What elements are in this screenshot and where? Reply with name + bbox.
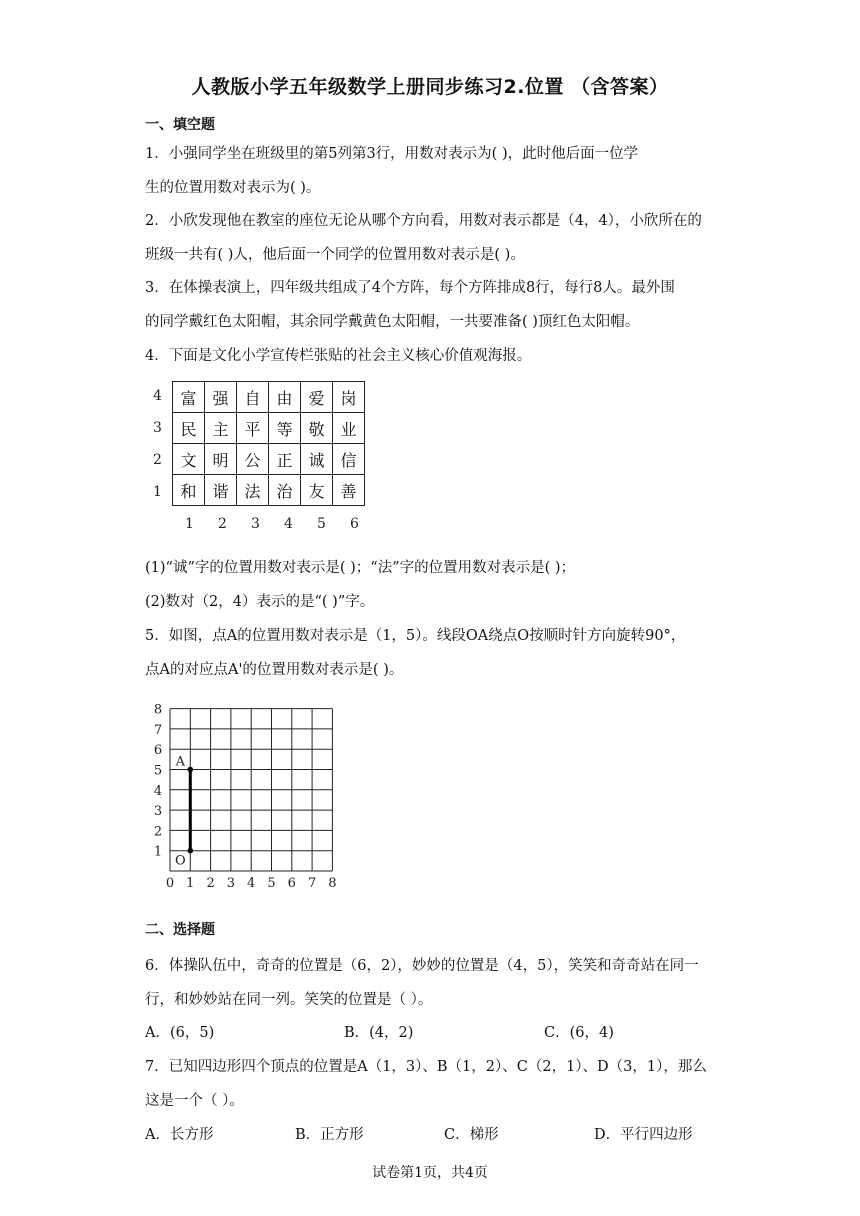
poster-cell: 自 xyxy=(237,382,269,413)
y-tick-label: 1 xyxy=(153,844,163,860)
question-6-option-a[interactable]: A．(6，5) xyxy=(145,1025,215,1041)
poster-row-label: 2 xyxy=(153,452,162,468)
question-2-line-2: 班级一共有( )人，他后面一个同学的位置用数对表示是( )。 xyxy=(145,247,525,263)
poster-cell: 由 xyxy=(269,382,301,413)
point-a xyxy=(188,767,194,773)
x-tick-label: 7 xyxy=(307,876,317,891)
poster-cell: 善 xyxy=(333,475,365,506)
poster-col-label: 4 xyxy=(284,516,293,532)
question-7-option-c[interactable]: C．梯形 xyxy=(444,1127,499,1143)
x-tick-label: 8 xyxy=(328,876,337,891)
poster-row-label: 3 xyxy=(153,420,162,436)
poster-cell: 正 xyxy=(269,444,301,475)
page-title: 人教版小学五年级数学上册同步练习2.位置 （含答案） xyxy=(191,76,669,98)
poster-cell: 强 xyxy=(205,382,237,413)
poster-cell: 爱 xyxy=(301,382,333,413)
poster-cell: 友 xyxy=(301,475,333,506)
question-6-line-2: 行，和妙妙站在同一列。笑笑的位置是（ ）。 xyxy=(145,992,433,1008)
question-1-line-1: 1．小强同学坐在班级里的第5列第3行，用数对表示为( )，此时他后面一位学 xyxy=(145,146,639,162)
question-4-sub-2: (2)数对（2，4）表示的是“( )”字。 xyxy=(145,594,375,610)
poster-cell: 文 xyxy=(173,444,205,475)
poster-cell: 岗 xyxy=(333,382,365,413)
section-heading-multiple-choice: 二、选择题 xyxy=(145,922,215,938)
poster-cell: 公 xyxy=(237,444,269,475)
poster-cell: 主 xyxy=(205,413,237,444)
question-2-line-1: 2．小欣发现他在教室的座位无论从哪个方向看，用数对表示都是（4，4），小欣所在的 xyxy=(145,213,702,229)
question-7-line-1: 7．已知四边形四个顶点的位置是A（1，3）、B（1，2）、C（2，1）、D（3，1），那么 xyxy=(145,1059,707,1075)
poster-cell: 法 xyxy=(237,475,269,506)
question-7-line-2: 这是一个（ ）。 xyxy=(145,1093,244,1109)
x-tick-label: 6 xyxy=(287,876,296,891)
poster-cell: 信 xyxy=(333,444,365,475)
poster-cell: 诚 xyxy=(301,444,333,475)
poster-cell: 等 xyxy=(269,413,301,444)
point-o-label: O xyxy=(174,853,186,869)
x-tick-label: 0 xyxy=(165,876,175,891)
poster-cell: 谐 xyxy=(205,475,237,506)
y-tick-label: 5 xyxy=(153,763,163,779)
x-tick-label: 2 xyxy=(206,876,215,891)
y-tick-label: 4 xyxy=(153,783,163,799)
y-tick-label: 2 xyxy=(153,824,163,840)
question-1-line-2: 生的位置用数对表示为( )。 xyxy=(145,180,321,196)
poster-row-label: 4 xyxy=(153,388,162,404)
poster-table xyxy=(172,381,365,506)
y-tick-label: 6 xyxy=(153,743,163,759)
x-tick-label: 1 xyxy=(186,876,195,891)
x-tick-label: 4 xyxy=(247,876,256,891)
question-6-option-c[interactable]: C．(6，4) xyxy=(544,1025,614,1041)
question-3-line-2: 的同学戴红色太阳帽，其余同学戴黄色太阳帽，一共要准备( )顶红色太阳帽。 xyxy=(145,314,640,330)
y-tick-label: 3 xyxy=(153,804,163,820)
question-6-option-b[interactable]: B．(4，2) xyxy=(344,1025,414,1041)
poster-cell: 业 xyxy=(333,413,365,444)
poster-cell: 敬 xyxy=(301,413,333,444)
y-tick-label: 8 xyxy=(153,702,163,718)
poster-cell: 治 xyxy=(269,475,301,506)
poster-col-label: 6 xyxy=(350,516,359,532)
poster-cell: 富 xyxy=(173,382,205,413)
question-3-line-1: 3．在体操表演上，四年级共组成了4个方阵，每个方阵排成8行，每行8人。最外围 xyxy=(145,280,675,296)
poster-cell: 和 xyxy=(173,475,205,506)
y-tick-label: 7 xyxy=(153,722,163,738)
poster-cell: 平 xyxy=(237,413,269,444)
question-5-line-1: 5．如图，点A的位置用数对表示是（1，5）。线段OA绕点O按顺时针方向旋转90°， xyxy=(145,628,686,644)
section-heading-fill-blank: 一、填空题 xyxy=(145,117,215,133)
values-poster xyxy=(145,378,385,538)
question-6-line-1: 6．体操队伍中，奇奇的位置是（6，2），妙妙的位置是（4，5），笑笑和奇奇站在同一 xyxy=(145,958,699,974)
poster-cell: 明 xyxy=(205,444,237,475)
question-7-option-a[interactable]: A．长方形 xyxy=(145,1127,214,1143)
x-tick-label: 3 xyxy=(226,876,236,891)
question-4-sub-1: (1)“诚”字的位置用数对表示是( )；“法”字的位置用数对表示是( )； xyxy=(145,560,576,576)
x-tick-label: 5 xyxy=(267,876,276,891)
question-4-line-1: 4．下面是文化小学宣传栏张贴的社会主义核心价值观海报。 xyxy=(145,348,532,364)
coordinate-grid-figure xyxy=(140,700,370,895)
question-7-option-b[interactable]: B．正方形 xyxy=(295,1127,364,1143)
poster-row-label: 1 xyxy=(153,484,162,500)
question-5-line-2: 点A的对应点A'的位置用数对表示是( )。 xyxy=(145,662,404,678)
poster-col-label: 5 xyxy=(317,516,326,532)
poster-col-label: 1 xyxy=(185,516,194,532)
point-o xyxy=(188,848,194,854)
page-footer: 试卷第1页，共4页 xyxy=(372,1165,488,1181)
question-7-option-d[interactable]: D．平行四边形 xyxy=(594,1127,693,1143)
poster-col-label: 3 xyxy=(251,516,260,532)
poster-cell: 民 xyxy=(173,413,205,444)
point-a-label: A xyxy=(175,754,185,770)
poster-col-label: 2 xyxy=(218,516,227,532)
